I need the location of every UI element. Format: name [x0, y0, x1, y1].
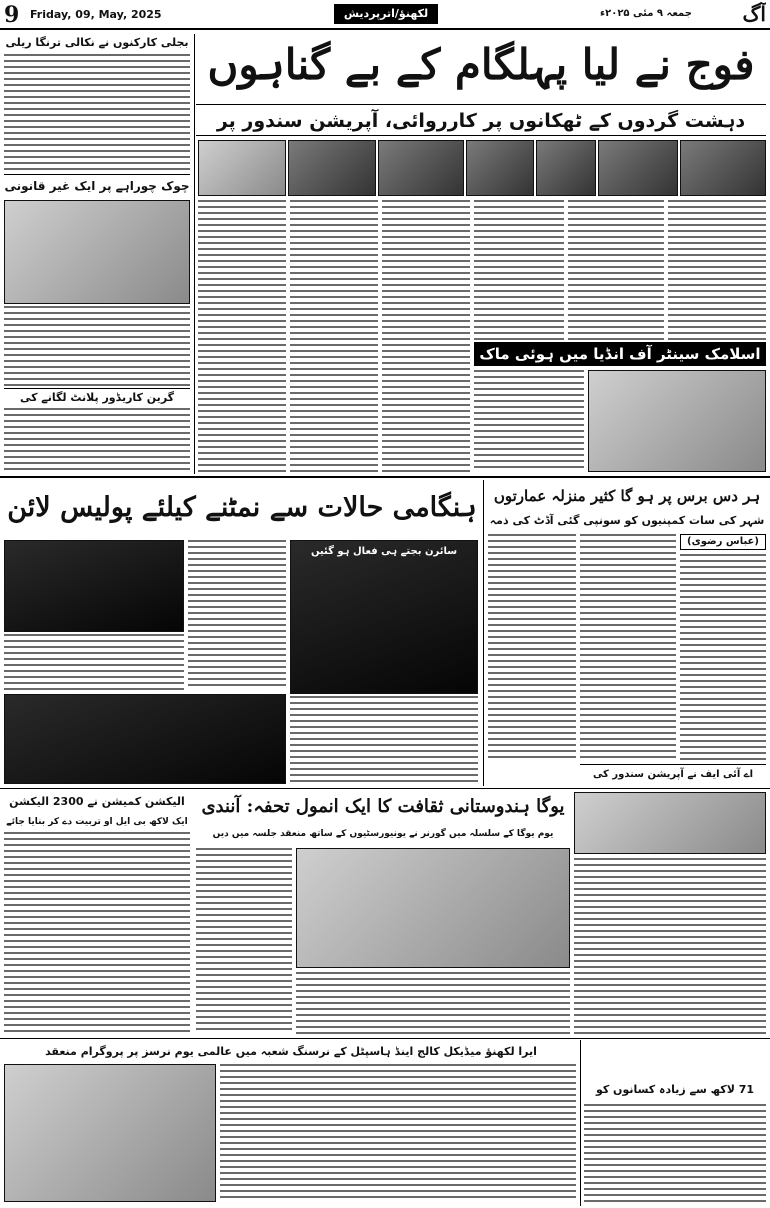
islamic-center-photo: [588, 370, 766, 472]
islamic-center-headline: اسلامک سینٹر آف انڈیا میں ہوئی ماک: [474, 342, 766, 366]
audit-body-col-1: [488, 534, 576, 760]
section-divider: [0, 476, 770, 478]
yoga-body-col-1: [196, 848, 292, 1034]
column-divider: [580, 1040, 581, 1206]
lead-photo-6: [598, 140, 678, 196]
election-body: [4, 832, 190, 1036]
drill-photo-rescue: [290, 540, 478, 694]
islamic-center-body: [474, 370, 584, 472]
election-headline: الیکشن کمیشن نے 2300 الیکشن: [9, 795, 185, 808]
page-number: 9: [4, 2, 20, 28]
lead-body-col-2: [290, 200, 378, 472]
power-rally-body: [4, 54, 190, 170]
lead-photo-1: [198, 140, 286, 196]
section-divider: [0, 1038, 770, 1039]
lead-subheadline: دہشت گردوں کے ٹھکانوں پر کارروائی، آپریشن سندور پر: [196, 104, 766, 136]
illegal-construction-body: [4, 306, 190, 386]
lead-body-col-1: [198, 200, 286, 472]
green-corridor-headline: گرین کاریڈور پلانٹ لگانے کی: [4, 388, 190, 406]
drill-headline: ہنگامی حالات سے نمٹنے کیلئے پولیس لائن: [7, 492, 477, 523]
drill-photo-caption: سائرن بجتے ہی فعال ہو گئیں: [310, 546, 458, 557]
column-divider: [483, 480, 484, 786]
audit-byline: (عباس رضوی): [680, 534, 766, 550]
drill-photo-night: [4, 540, 184, 632]
election-subheadline: ایک لاکھ بی ایل او تربیت دے کر بنایا جائے: [6, 817, 188, 827]
farmer-headline: 71 لاکھ سے زیادہ کسانوں کو: [595, 1083, 755, 1096]
section-tag: لکھنؤ/اترپردیش: [334, 4, 438, 24]
illegal-construction-headline: چوک چوراہے پر ایک غیر قانونی: [4, 174, 190, 196]
date-english: Friday, 09, May, 2025: [30, 8, 162, 21]
nursing-body: [220, 1064, 576, 1202]
yoga-subheadline: یوم یوگا کے سلسلہ میں گورنر نے یونیورسٹیوں کے ساتھ منعقد جلسہ میں دیں: [212, 829, 554, 839]
audit-body-col-2: [580, 534, 676, 760]
lead-body-col-3: [382, 200, 470, 472]
aif-photo: [574, 792, 766, 854]
yoga-photo-meeting: [296, 848, 570, 968]
illegal-construction-photo: [4, 200, 190, 304]
drill-body-col-3: [290, 696, 478, 784]
lead-photo-5: [536, 140, 596, 196]
lead-body-col-4: [474, 200, 564, 340]
lead-body-col-6: [668, 200, 766, 340]
farmer-body: [584, 1104, 766, 1202]
power-rally-headline: بجلی کارکنوں نے نکالی ترنگا ریلی: [5, 36, 189, 49]
lead-body-col-5: [568, 200, 664, 340]
green-corridor-body: [4, 408, 190, 472]
newspaper-logo: آگ: [742, 2, 766, 26]
lead-photo-4: [466, 140, 534, 196]
date-urdu: جمعہ ۹ مئی ۲۰۲۵ء: [600, 8, 692, 19]
audit-headline: ہر دس برس پر ہو گا کثیر منزلہ عمارتوں: [493, 487, 761, 505]
yoga-body-col-3: [574, 858, 766, 1034]
nursing-headline: ایرا لکھنؤ میڈیکل کالج اینڈ ہاسپٹل کے نرسنگ شعبہ میں عالمی یوم نرسز پر پروگرام منعقد: [45, 1045, 537, 1058]
aif-strap: اے آئی ایف نے آپریشن سندور کی: [580, 764, 766, 784]
lead-headline: فوج نے لیا پہلگام کے بے گناہوں: [207, 40, 755, 89]
drill-body-col-2: [4, 634, 184, 692]
yoga-body-col-2: [296, 972, 570, 1034]
drill-body-col-1: [188, 540, 286, 690]
lead-photo-2: [288, 140, 376, 196]
lead-photo-7: [680, 140, 766, 196]
nursing-photo: [4, 1064, 216, 1202]
audit-body-col-3: [680, 554, 766, 760]
yoga-headline: یوگا ہندوستانی ثقافت کا ایک انمول تحفہ: آنندی: [201, 796, 565, 817]
audit-subheadline: شہر کی سات کمپنیوں کو سونپی گئی آڈٹ کی ذمہ: [489, 514, 765, 527]
lead-photo-3: [378, 140, 464, 196]
column-divider: [194, 34, 195, 474]
drill-photo-stretcher: [4, 694, 286, 784]
section-divider: [0, 788, 770, 789]
